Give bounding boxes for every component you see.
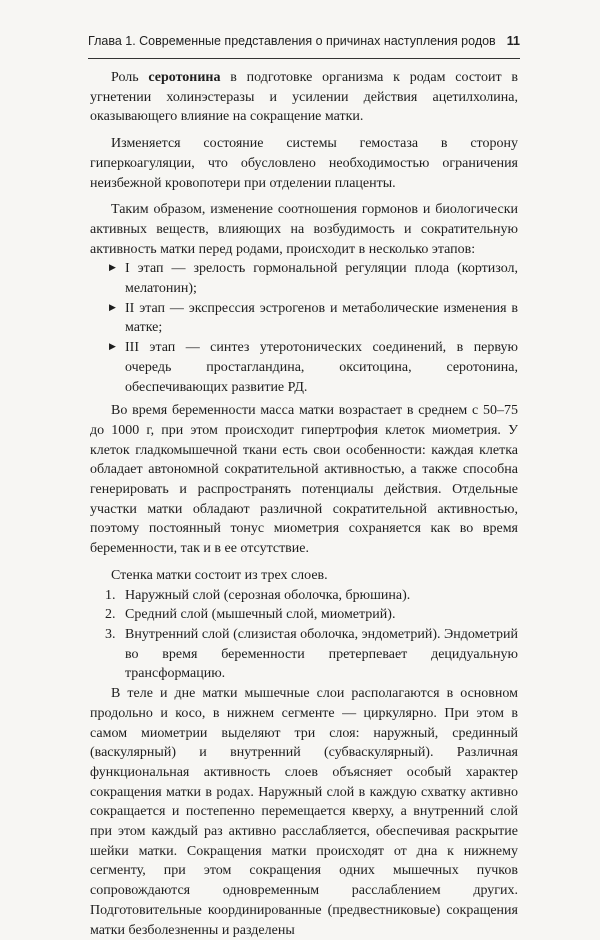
bold-term: серотонина (148, 70, 221, 85)
header-divider (88, 58, 520, 59)
layers-list (90, 586, 518, 685)
list-item: ▶ I этап — зрелость гормональной регуляции плода (кортизол, мелатонин); (109, 261, 518, 297)
paragraph-hemostasis: Изменяется состояние системы гемостаза в сторону гиперкоагуляции, что обусловлено необходимостью ограничения неизбежной кровопотери при отделении плаценты. (90, 136, 518, 191)
page-number: 11 (506, 34, 520, 48)
triangle-bullet-icon: ▶ (109, 263, 116, 274)
list-item: 3. Внутренний слой (слизистая оболочка, эндометрий). Эндометрий во время беременности претерпевает децидуальную трансформацию. (105, 626, 518, 682)
chapter-title: Глава 1. Современные представления о причинах наступления родов (88, 34, 496, 48)
list-item: ▶ III этап — синтез утеротонических соединений, в первую очередь простагландина, окситоцина, серотонина, обеспечивающих развитие РД. (109, 340, 518, 395)
list-item: 1. Наружный слой (серозная оболочка, брюшина). (105, 587, 411, 603)
list-item: 2. Средний слой (мышечный слой, миометрий). (105, 607, 396, 623)
paragraph-stages-intro: Таким образом, изменение соотношения гормонов и биологически активных веществ, влияющих на возбудимость и сократительную активность матки перед родами, происходит в несколько этапов: (90, 202, 518, 257)
paragraph-muscle-layers: В теле и дне матки мышечные слои располагаются в основном продольно и косо, в нижнем сегменте — циркулярно. При этом в самом миометрии выделяют три слоя: наружный, срединный (васкулярный) и внутренний (субваскулярный). Различная функциональная активность слоев объясняет особый характер сокращения матки в родах. Наружный слой в каждую схватку активно сокращается и постепенно перемещается кверху, а внутренний слой при этом каждый раз активно расслабляется, обеспечивая раскрытие шейки матки. Сокращения матки происходят от дна к нижнему сегменту, при этом сокращения одних мышечных пучков сопровождаются одновременным расслаблением других. Подготовительные координированные (предвестниковые) сокращения матки безболезненны и разделены (90, 686, 518, 938)
triangle-bullet-icon: ▶ (109, 342, 116, 353)
paragraph-uterus-mass: Во время беременности масса матки возрастает в среднем с 50–75 до 1000 г, при этом происходит гипертрофия клеток миометрия. У клеток гладкомышечной ткани есть свои особенности: каждая клетка обладает автономной сократительной активностью, а также способна генерировать и распространять потенциалы действия. Отдельные участки матки обладают различной сократительной активностью, поэтому постоянный тонус миометрия сохраняется как во время беременности, так и в ее отсутствие. (90, 403, 518, 557)
list-item: ▶ II этап — экспрессия эстрогенов и метаболические изменения в матке; (109, 300, 518, 336)
paragraph-wall-layers: Стенка матки состоит из трех слоев. (111, 567, 328, 583)
page-body (90, 68, 518, 940)
triangle-bullet-icon: ▶ (109, 302, 116, 313)
stages-list (90, 259, 518, 397)
paragraph-serotonin: Роль серотонина в подготовке организма к родам состоит в угнетении холинэстеразы и усилении действия ацетилхолина, оказывающего влияние на сокращение матки. (90, 70, 518, 125)
